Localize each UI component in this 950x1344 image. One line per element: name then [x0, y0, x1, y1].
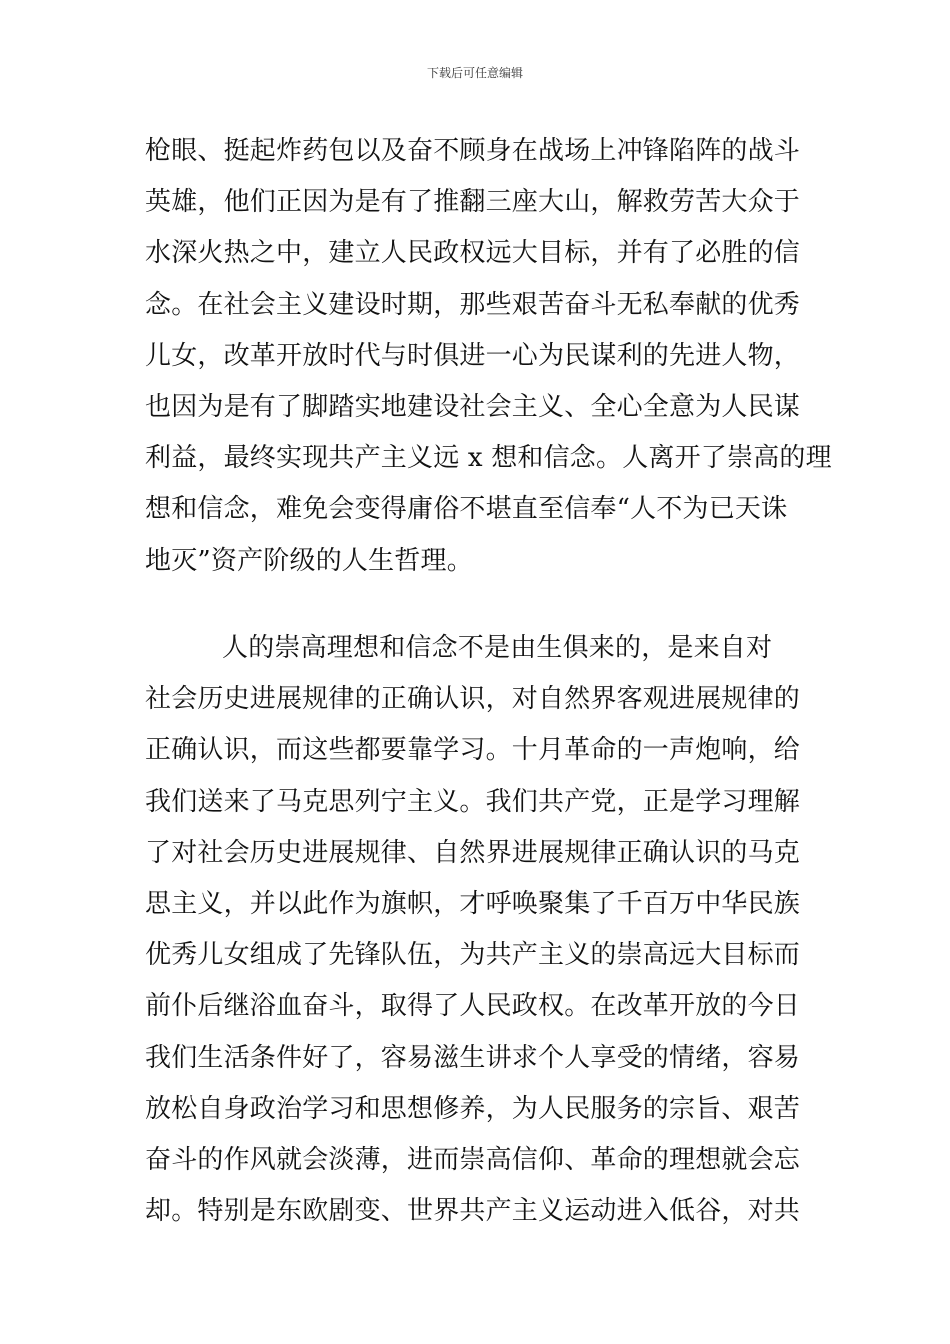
text-line: 地灭”资产阶级的人生哲理。 [145, 545, 473, 576]
text-line: 水深火热之中，建立人民政权远大目标，并有了必胜的信 [145, 238, 801, 269]
paragraph-1 [145, 126, 832, 587]
text-line: 正确认识，而这些都要靠学习。十月革命的一声炮响，给 [145, 735, 801, 766]
text-line: 儿女，改革开放时代与时俱进一心为民谋利的先进人物， [145, 340, 801, 371]
text-line: 英雄，他们正因为是有了推翻三座大山，解救劳苦大众于 [145, 187, 801, 218]
text-line: 却。特别是东欧剧变、世界共产主义运动进入低谷，对共 [145, 1196, 801, 1227]
text-line: 也因为是有了脚踏实地建设社会主义、全心全意为人民谋 [145, 392, 801, 423]
paragraph-2 [145, 623, 811, 1237]
text-line: 奋斗的作风就会淡薄，进而崇高信仰、革命的理想就会忘 [145, 1145, 801, 1176]
text-line: 了对社会历史进展规律、自然界进展规律正确认识的马克 [145, 837, 801, 868]
text-line: 枪眼、挺起炸药包以及奋不顾身在战场上冲锋陷阵的战斗 [145, 136, 801, 166]
text-line: 前仆后继浴血奋斗，取得了人民政权。在改革开放的今日 [145, 991, 801, 1022]
text-line: 思主义，并以此作为旗帜，才呼唤聚集了千百万中华民族 [145, 889, 801, 920]
text-line: 社会历史进展规律的正确认识，对自然界客观进展规律的 [145, 684, 801, 715]
text-line: 人的崇高理想和信念不是由生俱来的，是来自对 [222, 633, 773, 663]
text-line: 放松自身政治学习和思想修养，为人民服务的宗旨、艰苦 [145, 1093, 801, 1124]
text-line: 念。在社会主义建设时期，那些艰苦奋斗无私奉献的优秀 [145, 289, 801, 320]
text-line: 想和信念，难免会变得庸俗不堪直至信奉“人不为已天诛 [145, 494, 788, 525]
text-line: 优秀儿女组成了先锋队伍，为共产主义的崇高远大目标而 [145, 940, 801, 971]
text-line: 我们送来了马克思列宁主义。我们共产党，正是学习理解 [145, 786, 801, 817]
text-line: 利益，最终实现共产主义远 x 想和信念。人离开了崇高的理 [145, 443, 832, 474]
text-line: 我们生活条件好了，容易滋生讲求个人享受的情绪，容易 [145, 1042, 801, 1073]
page-header: 下载后可任意编辑 [426, 66, 523, 80]
